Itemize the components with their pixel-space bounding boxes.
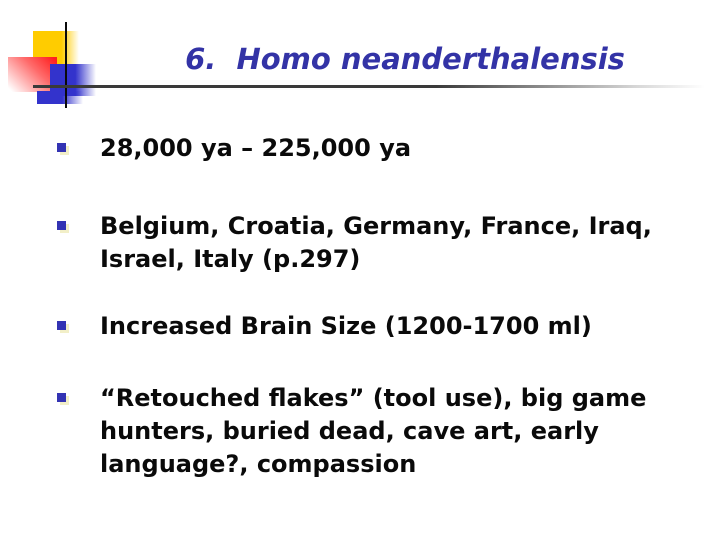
bullet-text — [100, 210, 685, 276]
logo-blue-step-square — [37, 91, 83, 104]
bullet-line: “Retouched flakes” (tool use), big game — [100, 384, 647, 412]
bullet-line: Belgium, Croatia, Germany, France, Iraq, — [100, 212, 652, 240]
bullet-line: hunters, buried dead, cave art, early — [100, 417, 599, 445]
bullet-item-brain-size — [45, 310, 685, 343]
bullet-line: language?, compassion — [100, 450, 417, 478]
title-underline-rule — [33, 85, 705, 88]
bullet-line: Israel, Italy (p.297) — [100, 245, 361, 273]
bullet-text — [100, 382, 685, 481]
bullet-square-icon — [57, 321, 66, 330]
logo-vertical-line — [65, 22, 67, 108]
bullet-item-dates — [45, 132, 685, 165]
bullet-line: 28,000 ya – 225,000 ya — [100, 134, 412, 162]
bullet-line: Increased Brain Size (1200-1700 ml) — [100, 312, 592, 340]
bullet-text — [100, 132, 685, 165]
bullet-square-icon — [57, 143, 66, 152]
bullet-item-locations — [45, 210, 685, 276]
bullet-square-icon — [57, 393, 66, 402]
slide-title: 6. Homo neanderthalensis — [185, 42, 625, 76]
bullet-square-icon — [57, 221, 66, 230]
bullet-text — [100, 310, 685, 343]
bullet-item-culture — [45, 382, 685, 481]
